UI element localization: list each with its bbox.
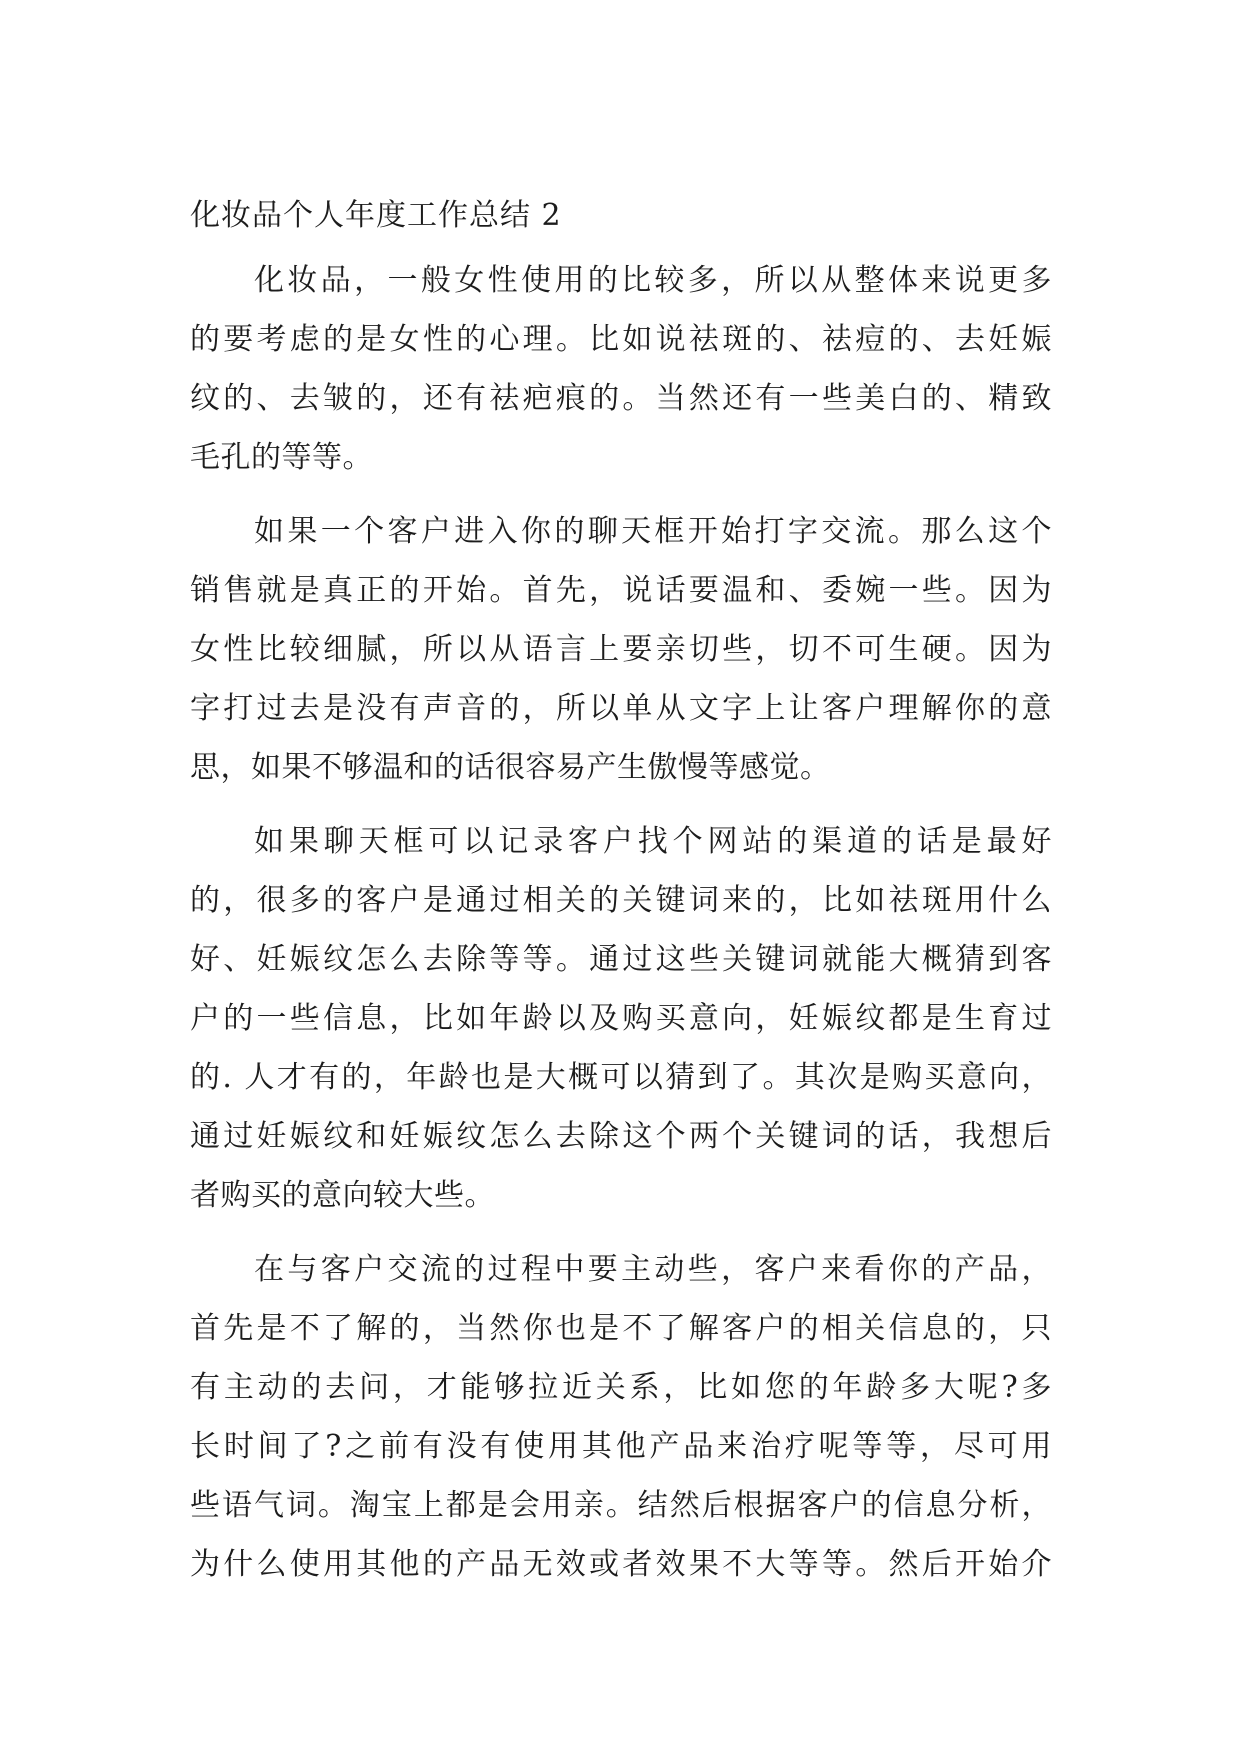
paragraph-line: 纹的、去皱的，还有祛疤痕的。当然还有一些美白的、精致 <box>190 381 1052 416</box>
paragraph-line: 女性比较细腻，所以从语言上要亲切些，切不可生硬。因为 <box>190 632 1052 667</box>
paragraph-line: 通过妊娠纹和妊娠纹怎么去除这个两个关键词的话，我想后 <box>190 1119 1052 1154</box>
paragraph <box>190 797 1052 1225</box>
paragraph-line: 字打过去是没有声音的，所以单从文字上让客户理解你的意 <box>190 691 1052 726</box>
document-body <box>190 196 1052 1594</box>
paragraph-line: 者购买的意向较大些。 <box>190 1178 495 1213</box>
paragraph-line: 在与客户交流的过程中要主动些，客户来看你的产品， <box>254 1252 1052 1287</box>
paragraph-line: 的要考虑的是女性的心理。比如说祛斑的、祛痘的、去妊娠 <box>190 322 1052 357</box>
paragraph-line: 有主动的去问，才能够拉近关系，比如您的年龄多大呢?多 <box>190 1370 1052 1405</box>
paragraph-line: 好、妊娠纹怎么去除等等。通过这些关键词就能大概猜到客 <box>190 942 1052 977</box>
paragraph <box>190 236 1052 487</box>
paragraph-line: 的. 人才有的，年龄也是大概可以猜到了。其次是购买意向， <box>190 1060 1052 1095</box>
paragraph-line: 些语气词。淘宝上都是会用亲。结然后根据客户的信息分析， <box>190 1488 1052 1523</box>
paragraph-line: 首先是不了解的，当然你也是不了解客户的相关信息的，只 <box>190 1311 1052 1346</box>
document-title: 化妆品个人年度工作总结 2 <box>190 198 562 233</box>
paragraph <box>190 1225 1052 1594</box>
paragraph-line: 思，如果不够温和的话很容易产生傲慢等感觉。 <box>190 750 831 785</box>
paragraph <box>190 487 1052 797</box>
paragraph-line: 为什么使用其他的产品无效或者效果不大等等。然后开始介 <box>190 1547 1052 1582</box>
paragraph-line: 毛孔的等等。 <box>190 440 373 475</box>
paragraph-line: 的，很多的客户是通过相关的关键词来的，比如祛斑用什么 <box>190 883 1052 918</box>
paragraph-line: 化妆品，一般女性使用的比较多，所以从整体来说更多 <box>254 263 1052 298</box>
paragraph-line: 销售就是真正的开始。首先，说话要温和、委婉一些。因为 <box>190 573 1052 608</box>
paragraph-line: 如果一个客户进入你的聊天框开始打字交流。那么这个 <box>254 514 1052 549</box>
paragraph-line: 长时间了?之前有没有使用其他产品来治疗呢等等，尽可用 <box>190 1429 1052 1464</box>
paragraph-list <box>190 236 1052 1594</box>
paragraph-line: 如果聊天框可以记录客户找个网站的渠道的话是最好 <box>254 824 1052 859</box>
paragraph-line: 户的一些信息，比如年龄以及购买意向，妊娠纹都是生育过 <box>190 1001 1052 1036</box>
